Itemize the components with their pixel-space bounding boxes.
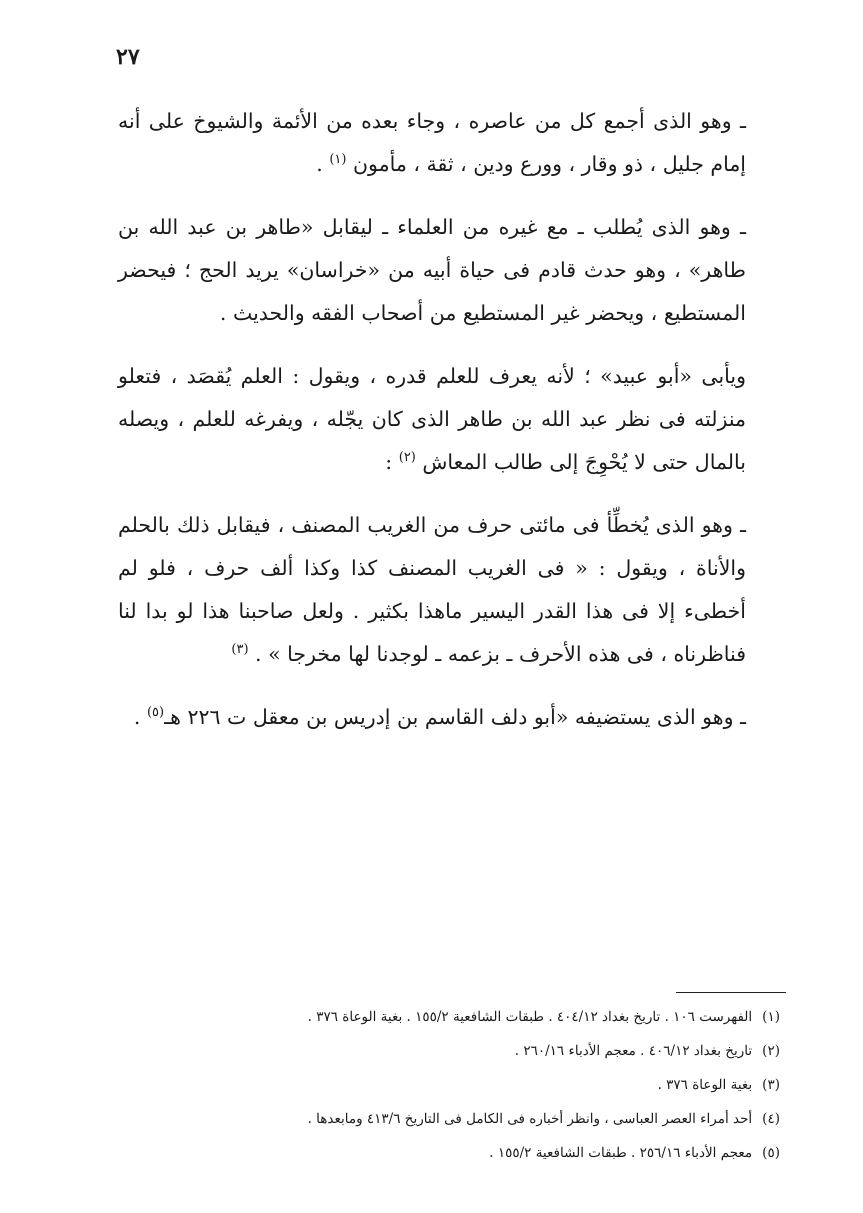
footnotes (118, 1000, 780, 1170)
paragraph (118, 206, 746, 335)
footnote-divider (676, 992, 786, 993)
paragraph-text: ويأبى «أبو عبيد» ؛ لأنه يعرف للعلم قدره ، ويقول : العلم يُقصَد ، فتعلو منزلته فى نظر عبد الله بن طاهر الذى كان يجّله ، ويفرغه للعلم ، ويصله بالمال حتى لا يُحْوِجَ إلى طالب المعاش (118, 364, 746, 474)
footnote (118, 1068, 780, 1102)
paragraph (118, 696, 746, 739)
footnote (118, 1000, 780, 1034)
paragraph-text: ـ وهو الذى يستضيفه «أبو دلف القاسم بن إدريس بن معقل ت ٢٢٦ هـ (164, 705, 746, 729)
paragraph (118, 100, 746, 186)
footnote-ref: (٥) (146, 705, 165, 721)
footnote-text: معجم الأدباء ٢٥٦/١٦ . طبقات الشافعية ١٥٥/٢ . (489, 1145, 753, 1161)
footnote-text: أحد أمراء العصر العباسى ، وانظر أخباره فى الكامل فى التاريخ ٤١٣/٦ ومابعدها . (307, 1111, 753, 1127)
paragraph (118, 355, 746, 484)
footnote (118, 1136, 780, 1170)
footnote-text: تاريخ بغداد ٤٠٦/١٢ . معجم الأدباء ٢٦٠/١٦ . (514, 1043, 753, 1059)
page-number: ٢٧ (116, 44, 140, 70)
footnote-text: الفهرست ١٠٦ . تاريخ بغداد ٤٠٤/١٢ . طبقات الشافعية ١٥٥/٢ . بغية الوعاة ٣٧٦ . (307, 1009, 753, 1025)
paragraph-text: ـ وهو الذى أجمع كل من عاصره ، وجاء بعده من الأئمة والشيوخ على أنه إمام جليل ، ذو وقار ، وورع ودين ، ثقة ، مأمون (118, 109, 746, 176)
footnote-ref: (١) (329, 152, 347, 168)
footnote-number: (٤) (762, 1111, 780, 1127)
paragraph-text: . (133, 705, 147, 729)
footnote-number: (٥) (762, 1145, 780, 1161)
paragraph-text: . (316, 152, 330, 176)
footnote-number: (٢) (762, 1043, 780, 1059)
footnote (118, 1102, 780, 1136)
body-text (118, 100, 746, 759)
footnote-number: (٣) (762, 1077, 780, 1093)
paragraph-text: ـ وهو الذى يُطلب ـ مع غيره من العلماء ـ ليقابل «طاهر بن عبد الله بن طاهر» ، وهو حدث قادم فى حياة أبيه من «خراسان» يريد الحج ؛ فيحضر المستطيع ، ويحضر غير المستطيع من أصحاب الفقه والحديث . (118, 215, 746, 325)
footnote-text: بغية الوعاة ٣٧٦ . (657, 1077, 753, 1093)
paragraph-text: ـ وهو الذى يُخطِّأ فى مائتى حرف من الغريب المصنف ، فيقابل ذلك بالحلم والأناة ، ويقول : « فى الغريب المصنف كذا وكذا ألف حرف ، فلو لم أخطىء إلا فى هذا القدر اليسير ماهذا بكثير . ولعل صاحبنا هذا لو بدا لنا فناظرناه ، فى هذه الأحرف ـ بزعمه ـ لوجدنا لها مخرجا » . (118, 513, 746, 666)
paragraph-text: : (385, 450, 399, 474)
footnote-ref: (٢) (398, 450, 416, 466)
footnote-ref: (٣) (231, 642, 249, 658)
paragraph (118, 504, 746, 676)
footnote-number: (١) (762, 1009, 780, 1025)
footnote (118, 1034, 780, 1068)
